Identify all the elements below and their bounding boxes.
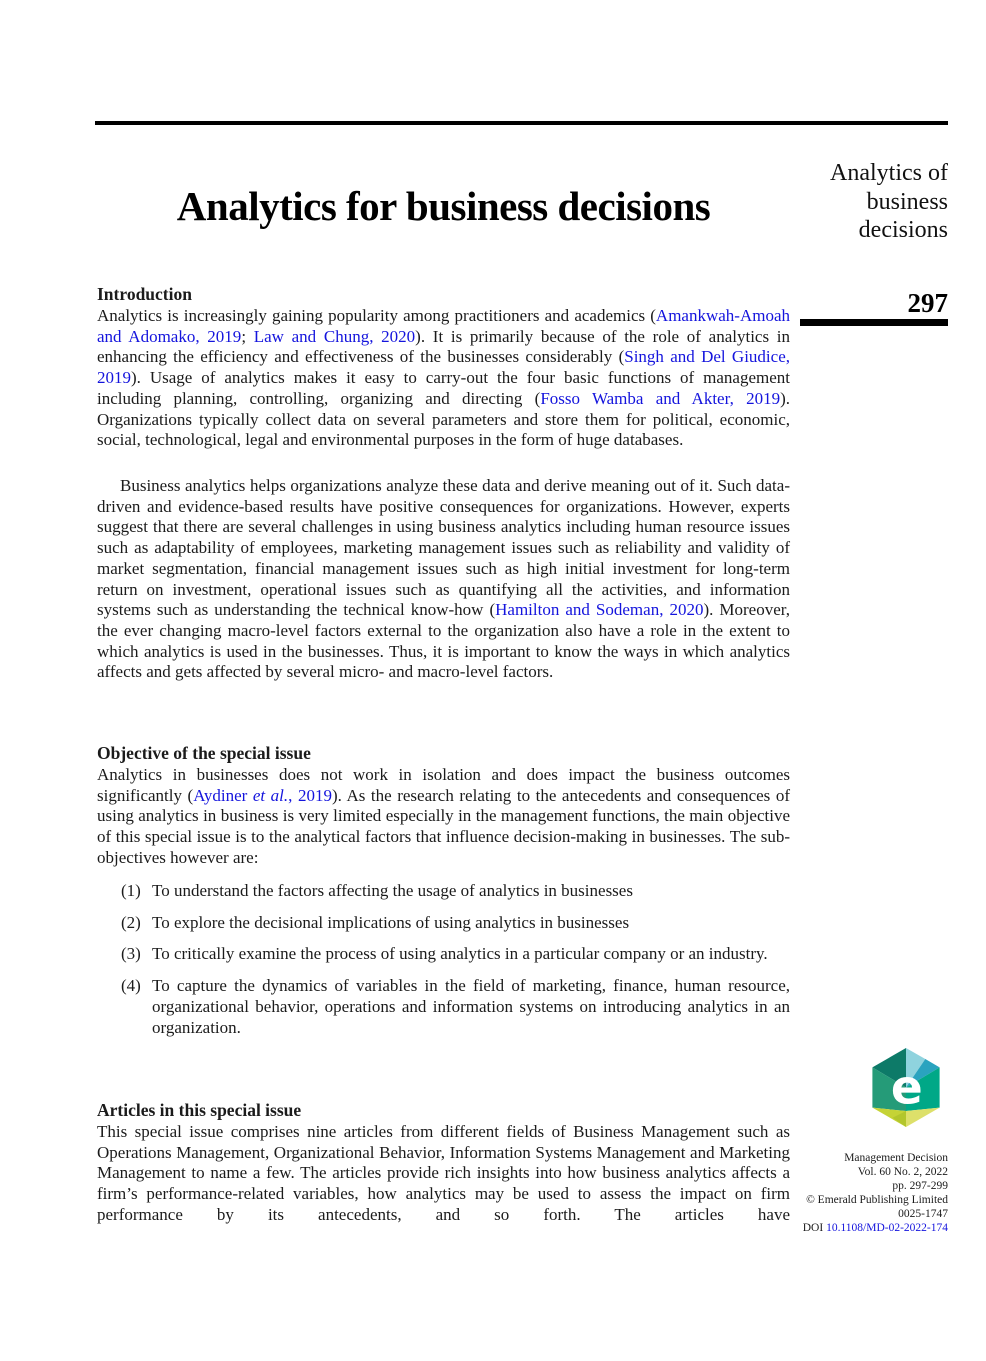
sub-objectives-list: [97, 881, 790, 1049]
list-item-text: To critically examine the process of using analytics in a particular company or an industry.: [152, 944, 768, 964]
paragraph-objective: Analytics in businesses does not work in isolation and does impact the business outcomes significantly (Aydiner et al., 2019). As the research relating to the antecedents and consequences of using analytics in business is very limited especially in the management functions, the main objective of this special issue is to the analytical factors that influence decision-making in businesses. The sub-objectives however are:: [97, 765, 790, 867]
running-head-line: decisions: [858, 217, 948, 243]
journal-imprint: [780, 1151, 948, 1235]
list-item-marker: (2): [121, 912, 141, 932]
imprint-issn: 0025-1747: [898, 1208, 948, 1220]
citation-link[interactable]: Singh and Del Giudice, 2019: [97, 347, 790, 388]
section-heading-introduction: Introduction: [97, 284, 192, 304]
imprint-doi-line: [780, 1221, 948, 1235]
citation-link[interactable]: Law and Chung, 2020: [253, 326, 416, 346]
list-item: [121, 944, 790, 965]
page-number-rule: [800, 319, 948, 326]
imprint-pages: pp. 297-299: [892, 1180, 948, 1192]
list-item-marker: (3): [121, 944, 141, 964]
running-head-line: Analytics of: [830, 160, 948, 186]
paragraph-introduction-2: Business analytics helps organizations analyze these data and derive meaning out of it. Such data-driven and evidence-based results have positive consequences for organizations. However, experts suggest that there are several challenges in using business analytics including human resource issues such as adaptability of employees, marketing management issues such as reliability and validity of market segmentation, financial management issues such as high initial investment for long-term return on investment, operational issues such as quantifying all the activities, and information systems such as understanding the technical know-how (Hamilton and Sodeman, 2020). Moreover, the ever changing macro-level factors external to the organization also have a role in the extent to which analytics is used in the businesses. Thus, it is important to know the ways in which analytics affects and gets affected by several micro- and macro-level factors.: [97, 476, 790, 682]
list-item: [121, 976, 790, 1038]
list-item: [121, 913, 790, 934]
emerald-logo-letter: e: [890, 1060, 923, 1116]
section-heading-articles: Articles in this special issue: [97, 1100, 302, 1120]
page-title: Analytics for business decisions: [176, 183, 711, 230]
list-item-text: To explore the decisional implications of using analytics in businesses: [152, 912, 630, 932]
emerald-publisher-logo-icon: [864, 1041, 948, 1134]
citation-link[interactable]: Aydiner: [193, 785, 253, 805]
list-item-marker: (4): [121, 976, 141, 996]
running-head-line: business: [866, 188, 948, 215]
paragraph-introduction-1: Analytics is increasingly gaining popularity among practitioners and academics (Amankwah-Amoah and Adomako, 2019; Law and Chung, 2020). It is primarily because of the role of analytics in enhancing the efficiency and effectiveness of the businesses considerably (Singh and Del Giudice, 2019). Usage of analytics makes it easy to carry-out the four basic functions of management including planning, controlling, organizing and directing (Fosso Wamba and Akter, 2019). Organizations typically collect data on several parameters and store them for political, economic, social, technological, legal and environmental purposes in the form of huge databases.: [97, 306, 791, 450]
citation-link[interactable]: Amankwah-Amoah and Adomako, 2019: [97, 306, 790, 346]
list-item-text: To understand the factors affecting the usage of analytics in businesses: [152, 881, 633, 900]
list-item-text: To capture the dynamics of variables in the field of marketing, finance, human resource, organizational behavior, operations and information systems on introducing analytics in an organization.: [152, 976, 790, 1037]
section-heading-objective: Objective of the special issue: [97, 743, 311, 763]
running-head: [800, 159, 948, 245]
header-rule: [95, 121, 948, 125]
doi-link[interactable]: 10.1108/MD-02-2022-174: [826, 1222, 948, 1234]
paragraph-articles: This special issue comprises nine articles from different fields of Business Management such as Operations Management, Organizational Behavior, Information Systems Management and Marketing Management to name a few. The articles provide rich insights into how business analytics affects a firm’s performance-related variables, how analytics may be used to assess the impact on firm performance by its antecedents, and so forth. The articles have: [97, 1122, 790, 1224]
citation-link[interactable]: Fosso Wamba and Akter, 2019: [540, 388, 781, 408]
imprint-journal-name: Management Decision: [844, 1152, 948, 1164]
citation-link[interactable]: et al.: [252, 785, 289, 805]
imprint-copyright: © Emerald Publishing Limited: [806, 1194, 948, 1206]
citation-link[interactable]: , 2019: [288, 785, 332, 805]
list-item-marker: (1): [121, 881, 141, 900]
emerald-logo-cube: [864, 1041, 948, 1134]
list-item: [121, 881, 790, 902]
imprint-volume: Vol. 60 No. 2, 2022: [857, 1166, 948, 1178]
doi-label: DOI: [802, 1222, 827, 1234]
page-number: 297: [907, 288, 948, 318]
citation-link[interactable]: Hamilton and Sodeman, 2020: [495, 600, 704, 620]
